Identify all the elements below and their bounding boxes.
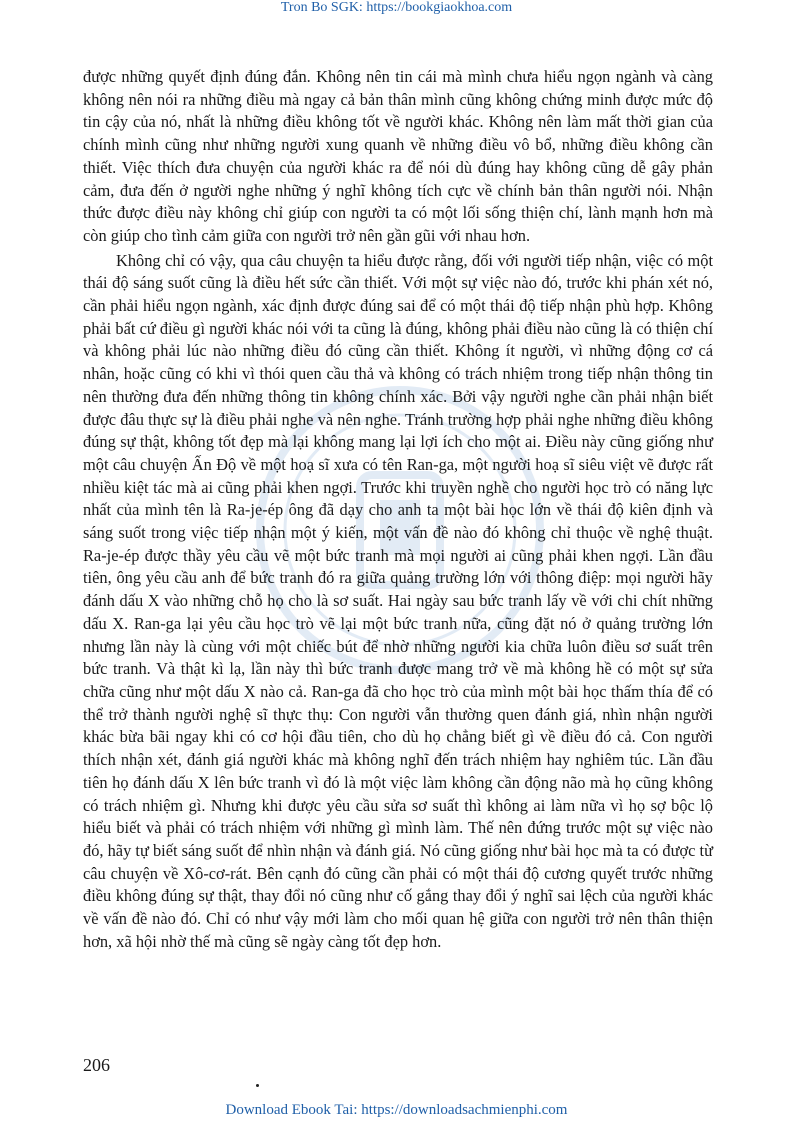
- paragraph-1: được những quyết định đúng đắn. Không nên tin cái mà mình chưa hiểu ngọn ngành và càng không nên nói ra những điều mà ngay cả bản thân mình cũng không chứng minh được mức độ tin cậy của nó, nhất là những điều không tốt về người khác. Không nên làm mất thời gian của chính mình cũng như những người xung quanh về những điều vô bổ, những điều không cần thiết. Việc thích đưa chuyện của người khác ra để nói dù đúng hay không cũng dễ gây phản cảm, đưa đến ở người nghe những ý nghĩ không tích cực về chính bản thân người nói. Nhận thức được điều này không chỉ giúp con người ta có một lối sống thiện chí, lành mạnh hơn mà còn giúp cho tình cảm giữa con người trở nên gần gũi với nhau hơn.: [83, 67, 713, 245]
- page-number: 206: [83, 1055, 110, 1075]
- dot-mark: [256, 1084, 259, 1087]
- body-text: [83, 66, 713, 953]
- paragraph-2: Không chỉ có vậy, qua câu chuyện ta hiểu được rằng, đối với người tiếp nhận, việc có một thái độ sáng suốt cũng là điều hết sức cần thiết. Với một sự việc nào đó, trước khi phán xét nó, cần phải hiểu ngọn ngành, xác định được đúng sai để có một thái độ tiếp nhận phù hợp. Không phải bất cứ điều gì người khác nói với ta cũng là đúng, không phải điều nào cũng là có thiện chí và không phải lúc nào những điều đó cũng cần thiết. Không ít người, vì những động cơ cá nhân, hoặc cũng có khi vì thói quen cầu thả và không có trách nhiệm trong tiếp nhận thông tin nên thường đưa đến những thông tin không chính xác. Bởi vậy người nghe cần phải nhận biết được đâu thực sự là điều phải nghe và nên nghe. Tránh trường hợp phải nghe những điều không đúng sự thật, không tốt đẹp mà lại không mang lại lợi ích cho một ai. Điều này cũng giống như một câu chuyện Ấn Độ về một hoạ sĩ xưa có tên Ran-ga, một người hoạ sĩ siêu việt vẽ được rất nhiều kiệt tác mà ai cũng phải khen ngợi. Trước khi truyền nghề cho người học trò có năng lực nhất của mình tên là Ra-je-ép ông đã dạy cho anh ta một bài học lớn về thái độ kiên định và sáng suốt trong việc tiếp nhận một ý kiến, một vấn đề nào đó không chỉ thuộc về nghệ thuật. Ra-je-ép được thầy yêu cầu vẽ một bức tranh mà mọi người ai cũng phải khen ngợi. Lần đầu tiên, ông yêu cầu anh để bức tranh đó ra giữa quảng trường lớn với thông điệp: mọi người hãy đánh dấu X vào những chỗ họ cho là sơ suất. Hai ngày sau bức tranh lấy về với chi chít những dấu X. Ran-ga lại yêu cầu học trò vẽ lại một bức tranh nữa, cũng đặt nó ở quảng trường lớn nhưng lần này là cùng với một chiếc bút để nhờ những người kia chữa luôn điều sơ suất trên bức tranh. Và thật kì lạ, lần này thì bức tranh được mang trở về mà không hề có một sự sửa chữa cũng như một dấu X nào cả. Ran-ga đã cho học trò của mình một bài học thấm thía để có thể trở thành người nghệ sĩ thực thụ: Con người vẫn thường quen đánh giá, nhìn nhận người khác bừa bãi ngay khi có cơ hội đầu tiên, cho dù họ chẳng biết gì về điều đó cả. Con người thích nhận xét, đánh giá người khác mà không nghĩ đến trách nhiệm hay nghiêm túc. Lần đầu tiên họ đánh dấu X lên bức tranh vì đó là một việc làm không cần động não mà họ cũng không có trách nhiệm gì. Nhưng khi được yêu cầu sửa sơ suất thì không ai làm nữa vì họ sợ bộc lộ hiểu biết và phải có trách nhiệm với những gì mình làm. Thế nên đứng trước một sự việc nào đó, hãy tự biết sáng suốt để nhìn nhận và đánh giá. Nó cũng giống như bài học mà ta có được từ câu chuyện về Xô-cơ-rát. Bên cạnh đó cũng cần phải có một thái độ cương quyết trước những điều không đúng sự thật, thay đổi nó cũng như cố gắng thay đổi ý nghĩ sai lệch của người khác về vấn đề nào đó. Chỉ có như vậy mới làm cho mối quan hệ giữa con người trở nên thân thiện hơn, xã hội nhờ thế mà cũng sẽ ngày càng tốt đẹp hơn.: [83, 250, 713, 951]
- header-link-banner[interactable]: Tron Bo SGK: https://bookgiaokhoa.com: [280, 0, 513, 15]
- footer-link-banner[interactable]: Download Ebook Tai: https://downloadsachmienphi.com: [225, 1102, 568, 1118]
